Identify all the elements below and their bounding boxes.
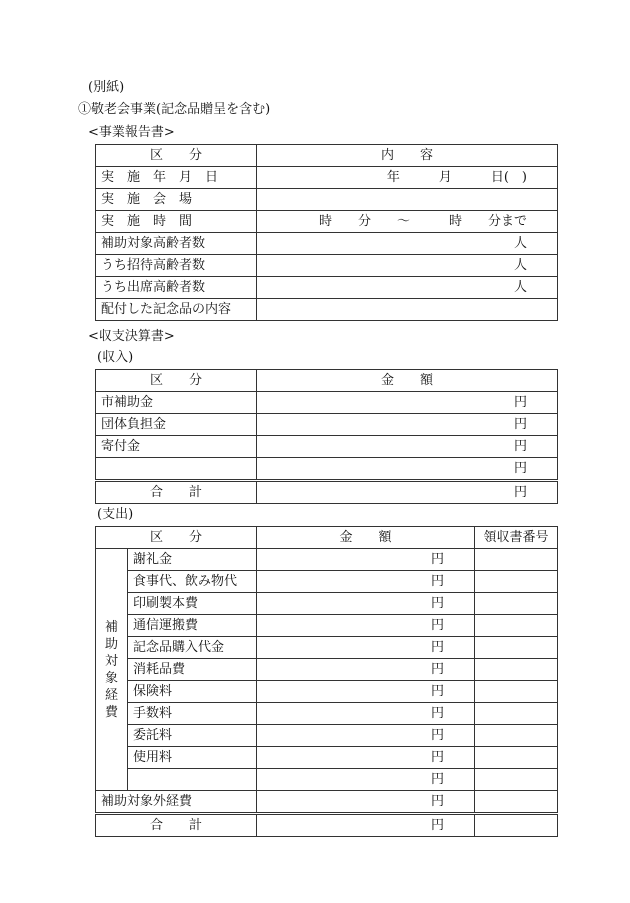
receipt-field[interactable] (475, 593, 558, 615)
receipt-field[interactable] (475, 791, 558, 814)
table-row (96, 255, 558, 277)
column-header-receipt: 領収書番号 (475, 527, 558, 549)
row-label: 食事代、飲み物代 (128, 571, 257, 593)
income-heading: (収入) (97, 350, 134, 365)
table-row (96, 436, 558, 458)
table-row (96, 571, 558, 593)
field-attended[interactable]: 人 (257, 277, 558, 299)
total-label: 合 計 (96, 814, 257, 837)
row-label: 保険料 (128, 681, 257, 703)
receipt-field[interactable] (475, 615, 558, 637)
receipt-field[interactable] (475, 814, 558, 837)
expense-table (95, 526, 558, 837)
table-row (96, 681, 558, 703)
receipt-field[interactable] (475, 637, 558, 659)
column-header-content: 内 容 (257, 145, 558, 167)
report-heading: <事業報告書> (88, 125, 175, 140)
receipt-field[interactable] (475, 681, 558, 703)
row-label: 団体負担金 (96, 414, 257, 436)
column-header-category: 区 分 (96, 370, 257, 392)
total-label: 合 計 (96, 481, 257, 504)
amount-field[interactable]: 円 (257, 571, 475, 593)
receipt-field[interactable] (475, 659, 558, 681)
total-amount-field[interactable]: 円 (257, 481, 558, 504)
table-row (96, 549, 558, 571)
table-header-row (96, 145, 558, 167)
amount-field[interactable]: 円 (257, 615, 475, 637)
table-row (96, 747, 558, 769)
budget-heading: <収支決算書> (88, 329, 175, 344)
row-label: 印刷製本費 (128, 593, 257, 615)
table-row (96, 458, 558, 481)
total-row (96, 481, 558, 504)
amount-field[interactable]: 円 (257, 659, 475, 681)
total-amount-field[interactable]: 円 (257, 814, 475, 837)
table-header-row (96, 370, 558, 392)
field-date[interactable]: 年 月 日( ) (257, 167, 558, 189)
table-row (96, 637, 558, 659)
row-label-attended: うち出席高齢者数 (96, 277, 257, 299)
row-label-non-covered: 補助対象外経費 (96, 791, 257, 814)
row-label-venue: 実 施 会 場 (96, 189, 257, 211)
column-header-amount: 金 額 (257, 527, 475, 549)
amount-field[interactable]: 円 (257, 392, 558, 414)
row-label[interactable] (96, 458, 257, 481)
amount-field[interactable]: 円 (257, 549, 475, 571)
receipt-field[interactable] (475, 703, 558, 725)
field-gift[interactable] (257, 299, 558, 321)
amount-field[interactable]: 円 (257, 414, 558, 436)
table-row (96, 414, 558, 436)
table-row (96, 593, 558, 615)
amount-field[interactable]: 円 (257, 593, 475, 615)
table-row (96, 769, 558, 791)
row-label: 委託料 (128, 725, 257, 747)
amount-field[interactable]: 円 (257, 436, 558, 458)
field-time[interactable]: 時 分 〜 時 分まで (257, 211, 558, 233)
row-label: 謝礼金 (128, 549, 257, 571)
amount-field[interactable]: 円 (257, 458, 558, 481)
report-table (95, 144, 558, 321)
table-row (96, 392, 558, 414)
table-row (96, 299, 558, 321)
row-label: 市補助金 (96, 392, 257, 414)
table-row (96, 725, 558, 747)
amount-field[interactable]: 円 (257, 703, 475, 725)
table-row (96, 791, 558, 814)
receipt-field[interactable] (475, 571, 558, 593)
amount-field[interactable]: 円 (257, 725, 475, 747)
table-row (96, 277, 558, 299)
amount-field[interactable]: 円 (257, 681, 475, 703)
total-row (96, 814, 558, 837)
income-table (95, 369, 558, 504)
group-label-covered: 補 助 対 象 経 費 (96, 549, 128, 791)
row-label: 寄付金 (96, 436, 257, 458)
column-header-amount: 金 額 (257, 370, 558, 392)
row-label: 記念品購入代金 (128, 637, 257, 659)
column-header-category: 区 分 (96, 145, 257, 167)
table-row (96, 659, 558, 681)
row-label-date: 実 施 年 月 日 (96, 167, 257, 189)
row-label: 手数料 (128, 703, 257, 725)
row-label-invited: うち招待高齢者数 (96, 255, 257, 277)
document-title: ①敬老会事業(記念品贈呈を含む) (78, 102, 271, 117)
receipt-field[interactable] (475, 747, 558, 769)
table-row (96, 167, 558, 189)
field-invited[interactable]: 人 (257, 255, 558, 277)
row-label-eligible: 補助対象高齢者数 (96, 233, 257, 255)
table-row (96, 233, 558, 255)
field-venue[interactable] (257, 189, 558, 211)
amount-field[interactable]: 円 (257, 637, 475, 659)
amount-field[interactable]: 円 (257, 791, 475, 814)
column-header-category: 区 分 (96, 527, 257, 549)
table-header-row (96, 527, 558, 549)
field-eligible[interactable]: 人 (257, 233, 558, 255)
table-row (96, 703, 558, 725)
table-row (96, 189, 558, 211)
amount-field[interactable]: 円 (257, 769, 475, 791)
row-label[interactable] (128, 769, 257, 791)
expense-heading: (支出) (97, 507, 134, 522)
row-label-time: 実 施 時 間 (96, 211, 257, 233)
attachment-label: (別紙) (88, 80, 125, 95)
receipt-field[interactable] (475, 549, 558, 571)
row-label: 使用料 (128, 747, 257, 769)
amount-field[interactable]: 円 (257, 747, 475, 769)
table-row (96, 615, 558, 637)
receipt-field[interactable] (475, 769, 558, 791)
table-row (96, 211, 558, 233)
row-label: 消耗品費 (128, 659, 257, 681)
receipt-field[interactable] (475, 725, 558, 747)
row-label: 通信運搬費 (128, 615, 257, 637)
row-label-gift: 配付した記念品の内容 (96, 299, 257, 321)
